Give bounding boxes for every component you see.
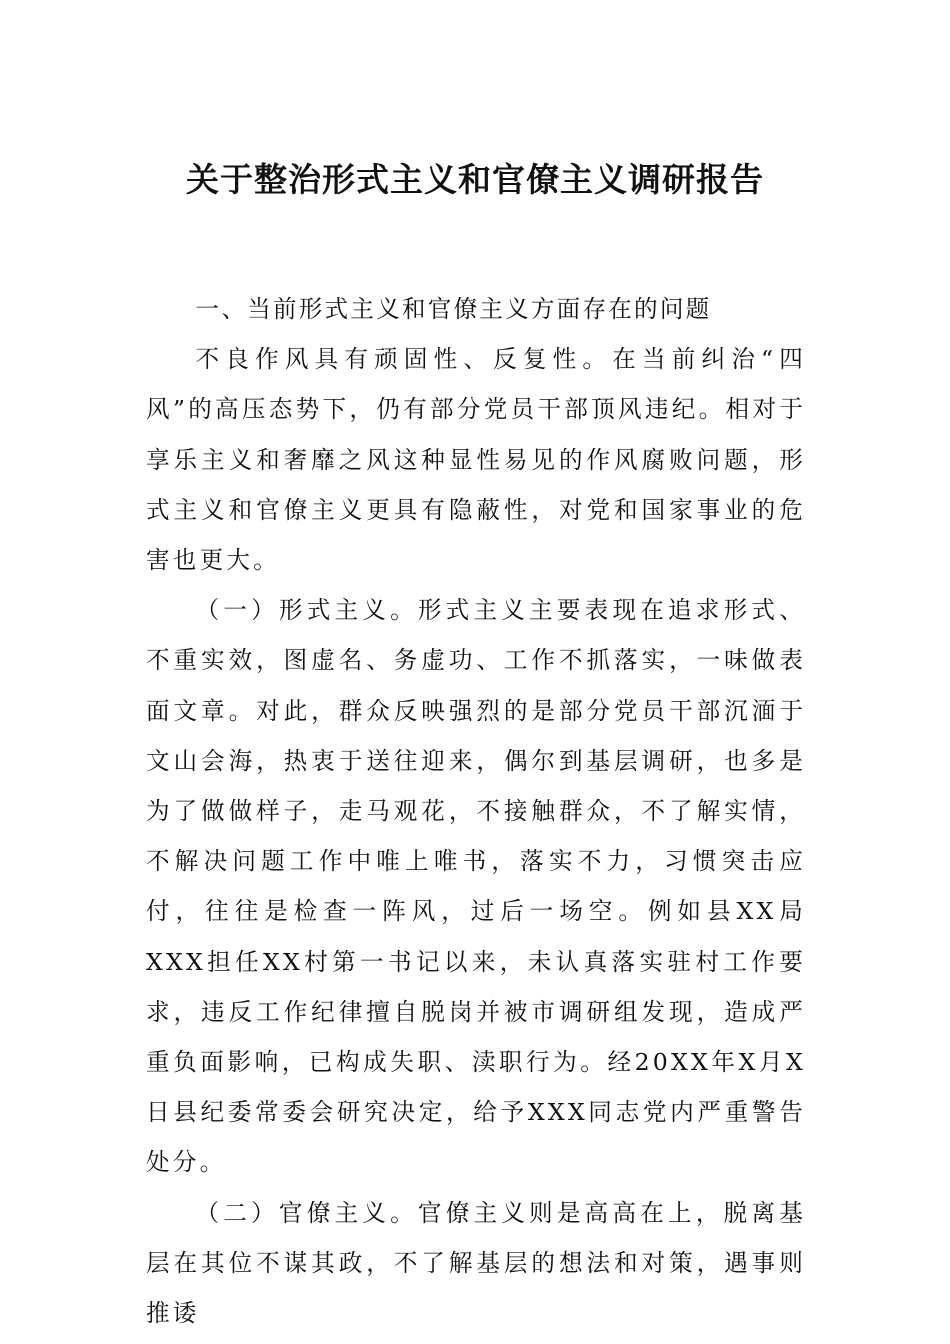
document-body xyxy=(146,284,806,1338)
paragraph-intro: 不良作风具有顽固性、反复性。在当前纠治“四风”的高压态势下，仍有部分党员干部顶风违纪。相对于享乐主义和奢靡之风这种显性易见的作风腐败问题，形式主义和官僚主义更具有隐蔽性，对党和国家事业的危害也更大。 xyxy=(146,345,806,575)
paragraph-formalism: （一）形式主义。形式主义主要表现在追求形式、不重实效，图虚名、务虚功、工作不抓落实，一味做表面文章。对此，群众反映强烈的是部分党员干部沉湎于文山会海，热衷于送往迎来，偶尔到基层调研，也多是为了做做样子，走马观花，不接触群众，不了解实情，不解决问题工作中唯上唯书，落实不力，习惯突击应付，往往是检查一阵风，过后一场空。例如县XX局XXX担任XX村第一书记以来，未认真落实驻村工作要求，违反工作纪律擅自脱岗并被市调研组发现，造成严重负面影响，已构成失职、渎职行为。经20XX年X月X日县纪委常委会研究决定，给予XXX同志党内严重警告处分。 xyxy=(146,596,806,1177)
section-heading: 一、当前形式主义和官僚主义方面存在的问题 xyxy=(195,295,712,323)
paragraph-bureaucratism: （二）官僚主义。官僚主义则是高高在上，脱离基层在其位不谋其政，不了解基层的想法和对策，遇事则推诿 xyxy=(146,1198,806,1328)
document-title: 关于整治形式主义和官僚主义调研报告 xyxy=(186,160,764,199)
